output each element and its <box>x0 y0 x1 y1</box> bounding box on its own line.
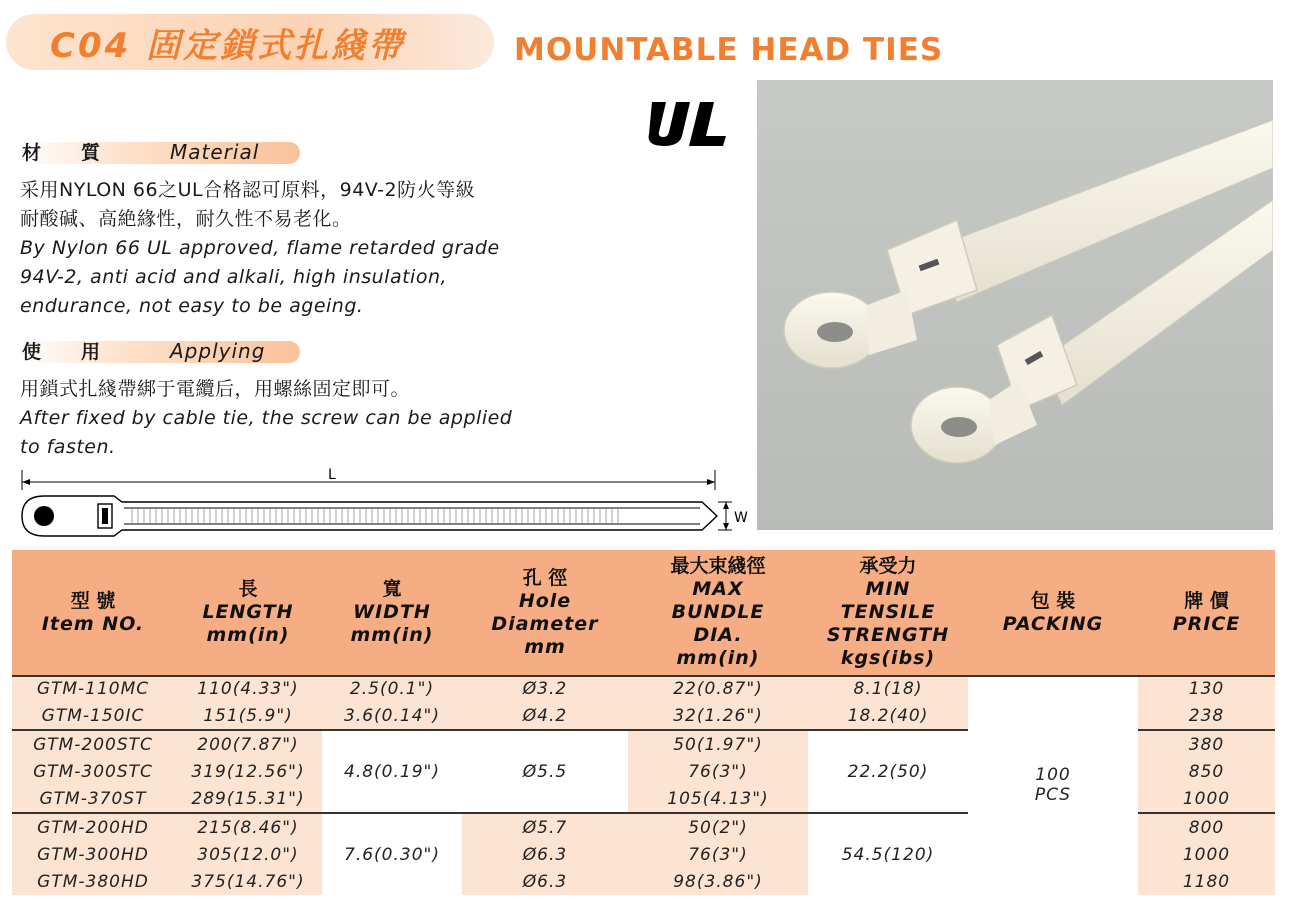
material-heading: 材質 Material <box>18 138 300 166</box>
table-cell: Ø4.2 <box>462 702 628 730</box>
applying-heading: 使用 Applying <box>18 337 300 365</box>
table-cell: 22(0.87") <box>628 675 808 702</box>
col-length: 長 LENGTH mm(in) <box>174 550 322 675</box>
table-cell: 2.5(0.1") <box>322 675 462 702</box>
table-cell: 319(12.56") <box>174 758 322 785</box>
table-cell: 50(1.97") <box>628 730 808 758</box>
cable-tie-diagram <box>14 460 754 546</box>
table-cell: 8.1(18) <box>808 675 968 702</box>
table-header-row <box>12 550 1275 675</box>
table-cell: 32(1.26") <box>628 702 808 730</box>
table-cell: 200(7.87") <box>174 730 322 758</box>
table-cell: Ø5.7 <box>462 813 628 841</box>
table-row <box>12 675 1275 702</box>
table-cell: GTM-380HD <box>12 868 174 895</box>
packing-cell: 100 PCS <box>968 675 1138 895</box>
table-cell: 3.6(0.14") <box>322 702 462 730</box>
table-cell: 238 <box>1138 702 1275 730</box>
table-cell: 54.5(120) <box>808 813 968 895</box>
table-cell: 151(5.9") <box>174 702 322 730</box>
col-packing: 包 裝 PACKING <box>968 550 1138 675</box>
product-photo <box>757 80 1273 530</box>
table-cell: 380 <box>1138 730 1275 758</box>
table-cell: Ø3.2 <box>462 675 628 702</box>
table-cell: 289(15.31") <box>174 785 322 813</box>
table-cell: 1000 <box>1138 841 1275 868</box>
table-cell: Ø6.3 <box>462 868 628 895</box>
table-cell: 4.8(0.19") <box>322 730 462 813</box>
table-cell: 22.2(50) <box>808 730 968 813</box>
table-cell: 375(14.76") <box>174 868 322 895</box>
table-cell: 850 <box>1138 758 1275 785</box>
table-cell: 50(2") <box>628 813 808 841</box>
table-cell: 76(3") <box>628 758 808 785</box>
table-cell: 105(4.13") <box>628 785 808 813</box>
table-cell: GTM-300HD <box>12 841 174 868</box>
table-cell: 130 <box>1138 675 1275 702</box>
ul-logo <box>648 96 740 146</box>
page-subtitle: MOUNTABLE HEAD TIES <box>514 32 944 68</box>
table-cell: 1000 <box>1138 785 1275 813</box>
material-text: 采用NYLON 66之UL合格認可原料，94V-2防火等級 耐酸碱、高絶緣性，耐久性不易老化。 By Nylon 66 UL approved, flame retarded grade 94V-2, anti acid and alkali, high insulation, endurance, not easy to be ageing. <box>20 179 500 317</box>
width-label: W <box>734 510 748 526</box>
spec-table <box>12 550 1275 895</box>
table-cell: 800 <box>1138 813 1275 841</box>
table-cell: Ø6.3 <box>462 841 628 868</box>
table-cell: GTM-150IC <box>12 702 174 730</box>
col-tensile: 承受力 MIN TENSILE STRENGTH kgs(ibs) <box>808 550 968 675</box>
table-cell: GTM-370ST <box>12 785 174 813</box>
col-bundle: 最大束綫徑 MAX BUNDLE DIA. mm(in) <box>628 550 808 675</box>
table-cell: 98(3.86") <box>628 868 808 895</box>
table-cell: 305(12.0") <box>174 841 322 868</box>
table-cell: GTM-200HD <box>12 813 174 841</box>
table-cell: 215(8.46") <box>174 813 322 841</box>
table-cell: GTM-300STC <box>12 758 174 785</box>
col-price: 牌 價 PRICE <box>1138 550 1275 675</box>
table-cell: 76(3") <box>628 841 808 868</box>
length-label: L <box>328 467 336 483</box>
table-cell: 7.6(0.30") <box>322 813 462 895</box>
table-cell: Ø5.5 <box>462 730 628 813</box>
table-cell: 1180 <box>1138 868 1275 895</box>
table-cell: 18.2(40) <box>808 702 968 730</box>
table-cell: GTM-200STC <box>12 730 174 758</box>
col-item: 型 號 Item NO. <box>12 550 174 675</box>
page-title: C04 固定鎖式扎綫帶 <box>50 26 406 66</box>
col-hole: 孔 徑 Hole Diameter mm <box>462 550 628 675</box>
applying-text: 用鎖式扎綫帶綁于電纜后，用螺絲固定即可。 After fixed by cable tie, the screw can be applied to fasten. <box>20 378 513 458</box>
header-divider <box>12 675 1275 677</box>
col-width: 寬 WIDTH mm(in) <box>322 550 462 675</box>
table-cell: 110(4.33") <box>174 675 322 702</box>
table-cell: GTM-110MC <box>12 675 174 702</box>
